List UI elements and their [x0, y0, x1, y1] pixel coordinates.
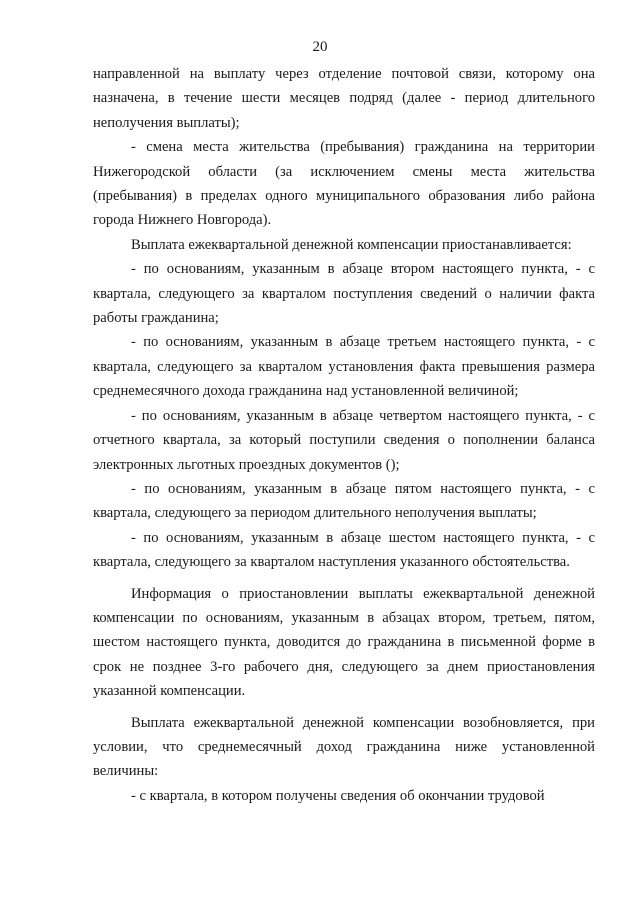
- paragraph: - по основаниям, указанным в абзаце третьем настоящего пункта, - с квартала, следующего за кварталом установления факта превышения размера среднемесячного дохода гражданина над установленной величиной;: [93, 334, 595, 400]
- paragraph: - по основаниям, указанным в абзаце пятом настоящего пункта, - с квартала, следующего за периодом длительного неполучения выплаты;: [93, 480, 595, 522]
- paragraph: - по основаниям, указанным в абзаце шестом настоящего пункта, - с квартала, следующего за кварталом наступления указанного обстоятельства.: [93, 529, 595, 571]
- paragraph: - смена места жительства (пребывания) гражданина на территории Нижегородской области (за исключением смены места жительства (пребывания) в пределах одного муниципального образования либо района города Нижнего Новгорода).: [93, 139, 595, 229]
- paragraph: Информация о приостановлении выплаты ежеквартальной денежной компенсации по основаниям, указанным в абзацах втором, третьем, пятом, шестом настоящего пункта, доводится до гражданина в письменной форме в срок не позднее 3-го рабочего дня, следующего за днем приостановления указанной компенсации.: [93, 585, 595, 700]
- paragraph: Выплата ежеквартальной денежной компенсации возобновляется, при условии, что среднемесячный доход гражданина ниже установленной величины:: [93, 714, 595, 780]
- paragraph: - с квартала, в котором получены сведения об окончании трудовой: [131, 787, 545, 804]
- page-number: 20: [312, 39, 328, 55]
- document-body: [93, 62, 595, 808]
- paragraph: направленной на выплату через отделение почтовой связи, которому она назначена, в течение шести месяцев подряд (далее - период длительного неполучения выплаты);: [93, 66, 595, 131]
- paragraph: - по основаниям, указанным в абзаце четвертом настоящего пункта, - с отчетного квартала, за который поступили сведения о пополнении баланса электронных льготных проездных документов ();: [93, 407, 595, 473]
- paragraph: - по основаниям, указанным в абзаце втором настоящего пункта, - с квартала, следующего за кварталом поступления сведений о наличии факта работы гражданина;: [93, 261, 595, 327]
- paragraph: Выплата ежеквартальной денежной компенсации приостанавливается:: [131, 236, 572, 253]
